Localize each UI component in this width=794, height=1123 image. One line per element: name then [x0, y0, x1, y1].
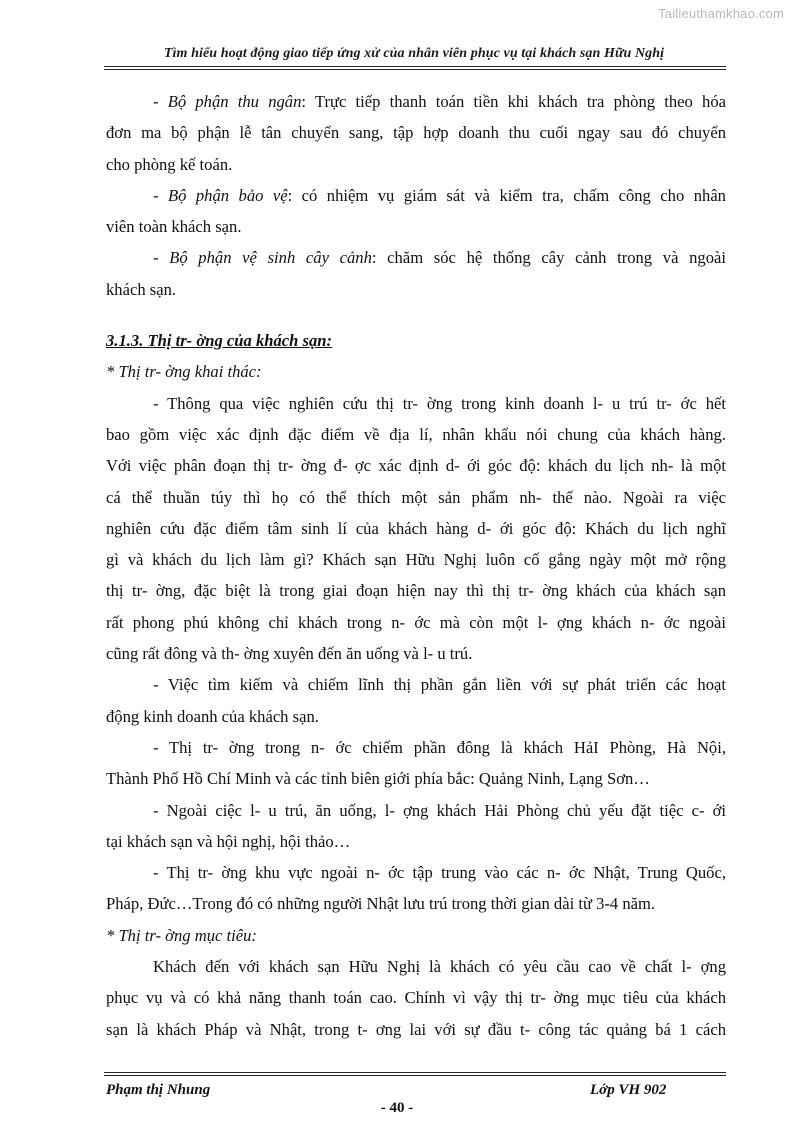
- paragraph-foreign-market: [106, 857, 726, 920]
- paragraph-domestic-market: [106, 732, 726, 795]
- text-line: Với việc phân đoạn thị tr- ờng đ- ợc xác định d- ới góc độ: khách du lịch nh- là một: [106, 456, 726, 476]
- text-line: nghiên cứu đặc điểm tâm sinh lí của khách hàng d- ới góc độ: Khách du lịch nghĩ: [106, 518, 726, 538]
- section-heading: 3.1.3. Thị tr- ờng của khách sạn:: [106, 331, 333, 351]
- text-line: cho phòng kế toán.: [106, 154, 233, 174]
- page-number: - 40 -: [380, 1100, 414, 1116]
- text-line: - Thị tr- ờng trong n- ớc chiếm phần đông là khách HảI Phòng, Hà Nội,: [153, 737, 726, 757]
- subheading-exploited-market: * Thị tr- ờng khai thác:: [106, 362, 262, 382]
- text-line: - Thông qua việc nghiên cứu thị tr- ờng trong kinh doanh l- u trú tr- ớc hết: [153, 393, 726, 413]
- text-line: Pháp, Đức…Trong đó có những người Nhật lưu trú trong thời gian dài từ 3-4 năm.: [106, 894, 656, 914]
- text-line: phục vụ và có khả năng thanh toán cao. Chính vì vậy thị tr- ờng mục tiêu của khách: [106, 988, 726, 1008]
- footer-author: Phạm thị Nhung: [106, 1082, 211, 1098]
- subheading-target-market: * Thị tr- ờng mục tiêu:: [106, 925, 257, 945]
- term-label: - Bộ phận vệ sinh cây cảnh: [153, 248, 372, 268]
- text-line: [106, 180, 726, 211]
- paragraph-market-share: [106, 669, 726, 732]
- text-line: [106, 86, 726, 117]
- text-line: khách sạn.: [106, 279, 177, 299]
- term-label: - Bộ phận bảo vệ: [153, 185, 288, 205]
- paragraph-gardening: [106, 242, 726, 305]
- term-label: - Bộ phận thu ngân: [153, 92, 302, 111]
- text-span: : có nhiệm vụ giám sát và kiểm tra, chấm công cho nhân: [287, 185, 726, 205]
- text-line: thị tr- ờng, đặc biệt là trong giai đoạn hiện nay thì thị tr- ờng khách của khách sạn: [106, 581, 726, 601]
- text-line: tại khách sạn và hội nghị, hội thảo…: [106, 831, 351, 851]
- text-line: - Việc tìm kiếm và chiếm lĩnh thị phần gắn liền với sự phát triển các hoạt: [153, 675, 726, 695]
- text-line: gì và khách du lịch làm gì? Khách sạn Hữu Nghị luôn cố gắng ngày một mở rộng: [106, 550, 726, 570]
- text-span: : chăm sóc hệ thống cây cảnh trong và ngoài: [371, 248, 726, 268]
- paragraph-market-research: [106, 388, 726, 670]
- text-line: - Ngoài ciệc l- u trú, ăn uống, l- ợng khách Hải Phòng chủ yếu đặt tiệc c- ới: [153, 800, 726, 820]
- text-line: viên toàn khách sạn.: [106, 217, 242, 237]
- text-line: sạn là khách Pháp và Nhật, trong t- ơng lai với sự đầu t- công tác quảng bá 1 cách: [106, 1019, 726, 1039]
- text-line: Khách đến với khách sạn Hữu Nghị là khách có yêu cầu cao về chất l- ợng: [153, 957, 726, 977]
- watermark: Tailieuthamkhao.com: [658, 6, 784, 21]
- paragraph-security: [106, 180, 726, 243]
- paragraph-target-market: [106, 951, 726, 1045]
- text-span: : Trực tiếp thanh toán tiền khi khách tra phòng theo hóa: [301, 92, 726, 111]
- text-line: Thành Phố Hồ Chí Minh và các tỉnh biên giới phía bắc: Quảng Ninh, Lạng Sơn…: [106, 769, 650, 789]
- footer-class: Lớp VH 902: [590, 1082, 667, 1098]
- text-line: cá thể thuần túy thì họ có thể thích một sản phẩm nh- thế nào. Ngoài ra việc: [106, 487, 726, 507]
- text-line: đơn ma bộ phận lễ tân chuyển sang, tập hợp doanh thu cuối ngay sau đó chuyển: [106, 123, 726, 143]
- text-line: - Thị tr- ờng khu vực ngoài n- ớc tập trung vào các n- ớc Nhật, Trung Quốc,: [153, 863, 726, 883]
- page-header-title: Tìm hiểu hoạt động giao tiếp ứng xử của nhân viên phục vụ tại khách sạn Hữu Nghị: [163, 46, 665, 61]
- text-line: cũng rất đông và th- ờng xuyên đến ăn uống và l- u trú.: [106, 644, 473, 664]
- text-line: rất phong phú không chỉ khách trong n- ớc mà còn một l- ợng khách n- ớc ngoài: [106, 612, 726, 632]
- text-line: bao gồm việc xác định đặc điểm về địa lí, nhân khẩu nói chung của khách hàng.: [106, 424, 726, 444]
- text-line: động kinh doanh của khách sạn.: [106, 706, 319, 726]
- paragraph-cashier: [106, 86, 726, 180]
- footer-divider: [104, 1072, 726, 1076]
- document-body: [106, 86, 726, 1045]
- header-divider: [104, 66, 726, 70]
- text-line: [106, 242, 726, 273]
- paragraph-hai-phong-guests: [106, 795, 726, 858]
